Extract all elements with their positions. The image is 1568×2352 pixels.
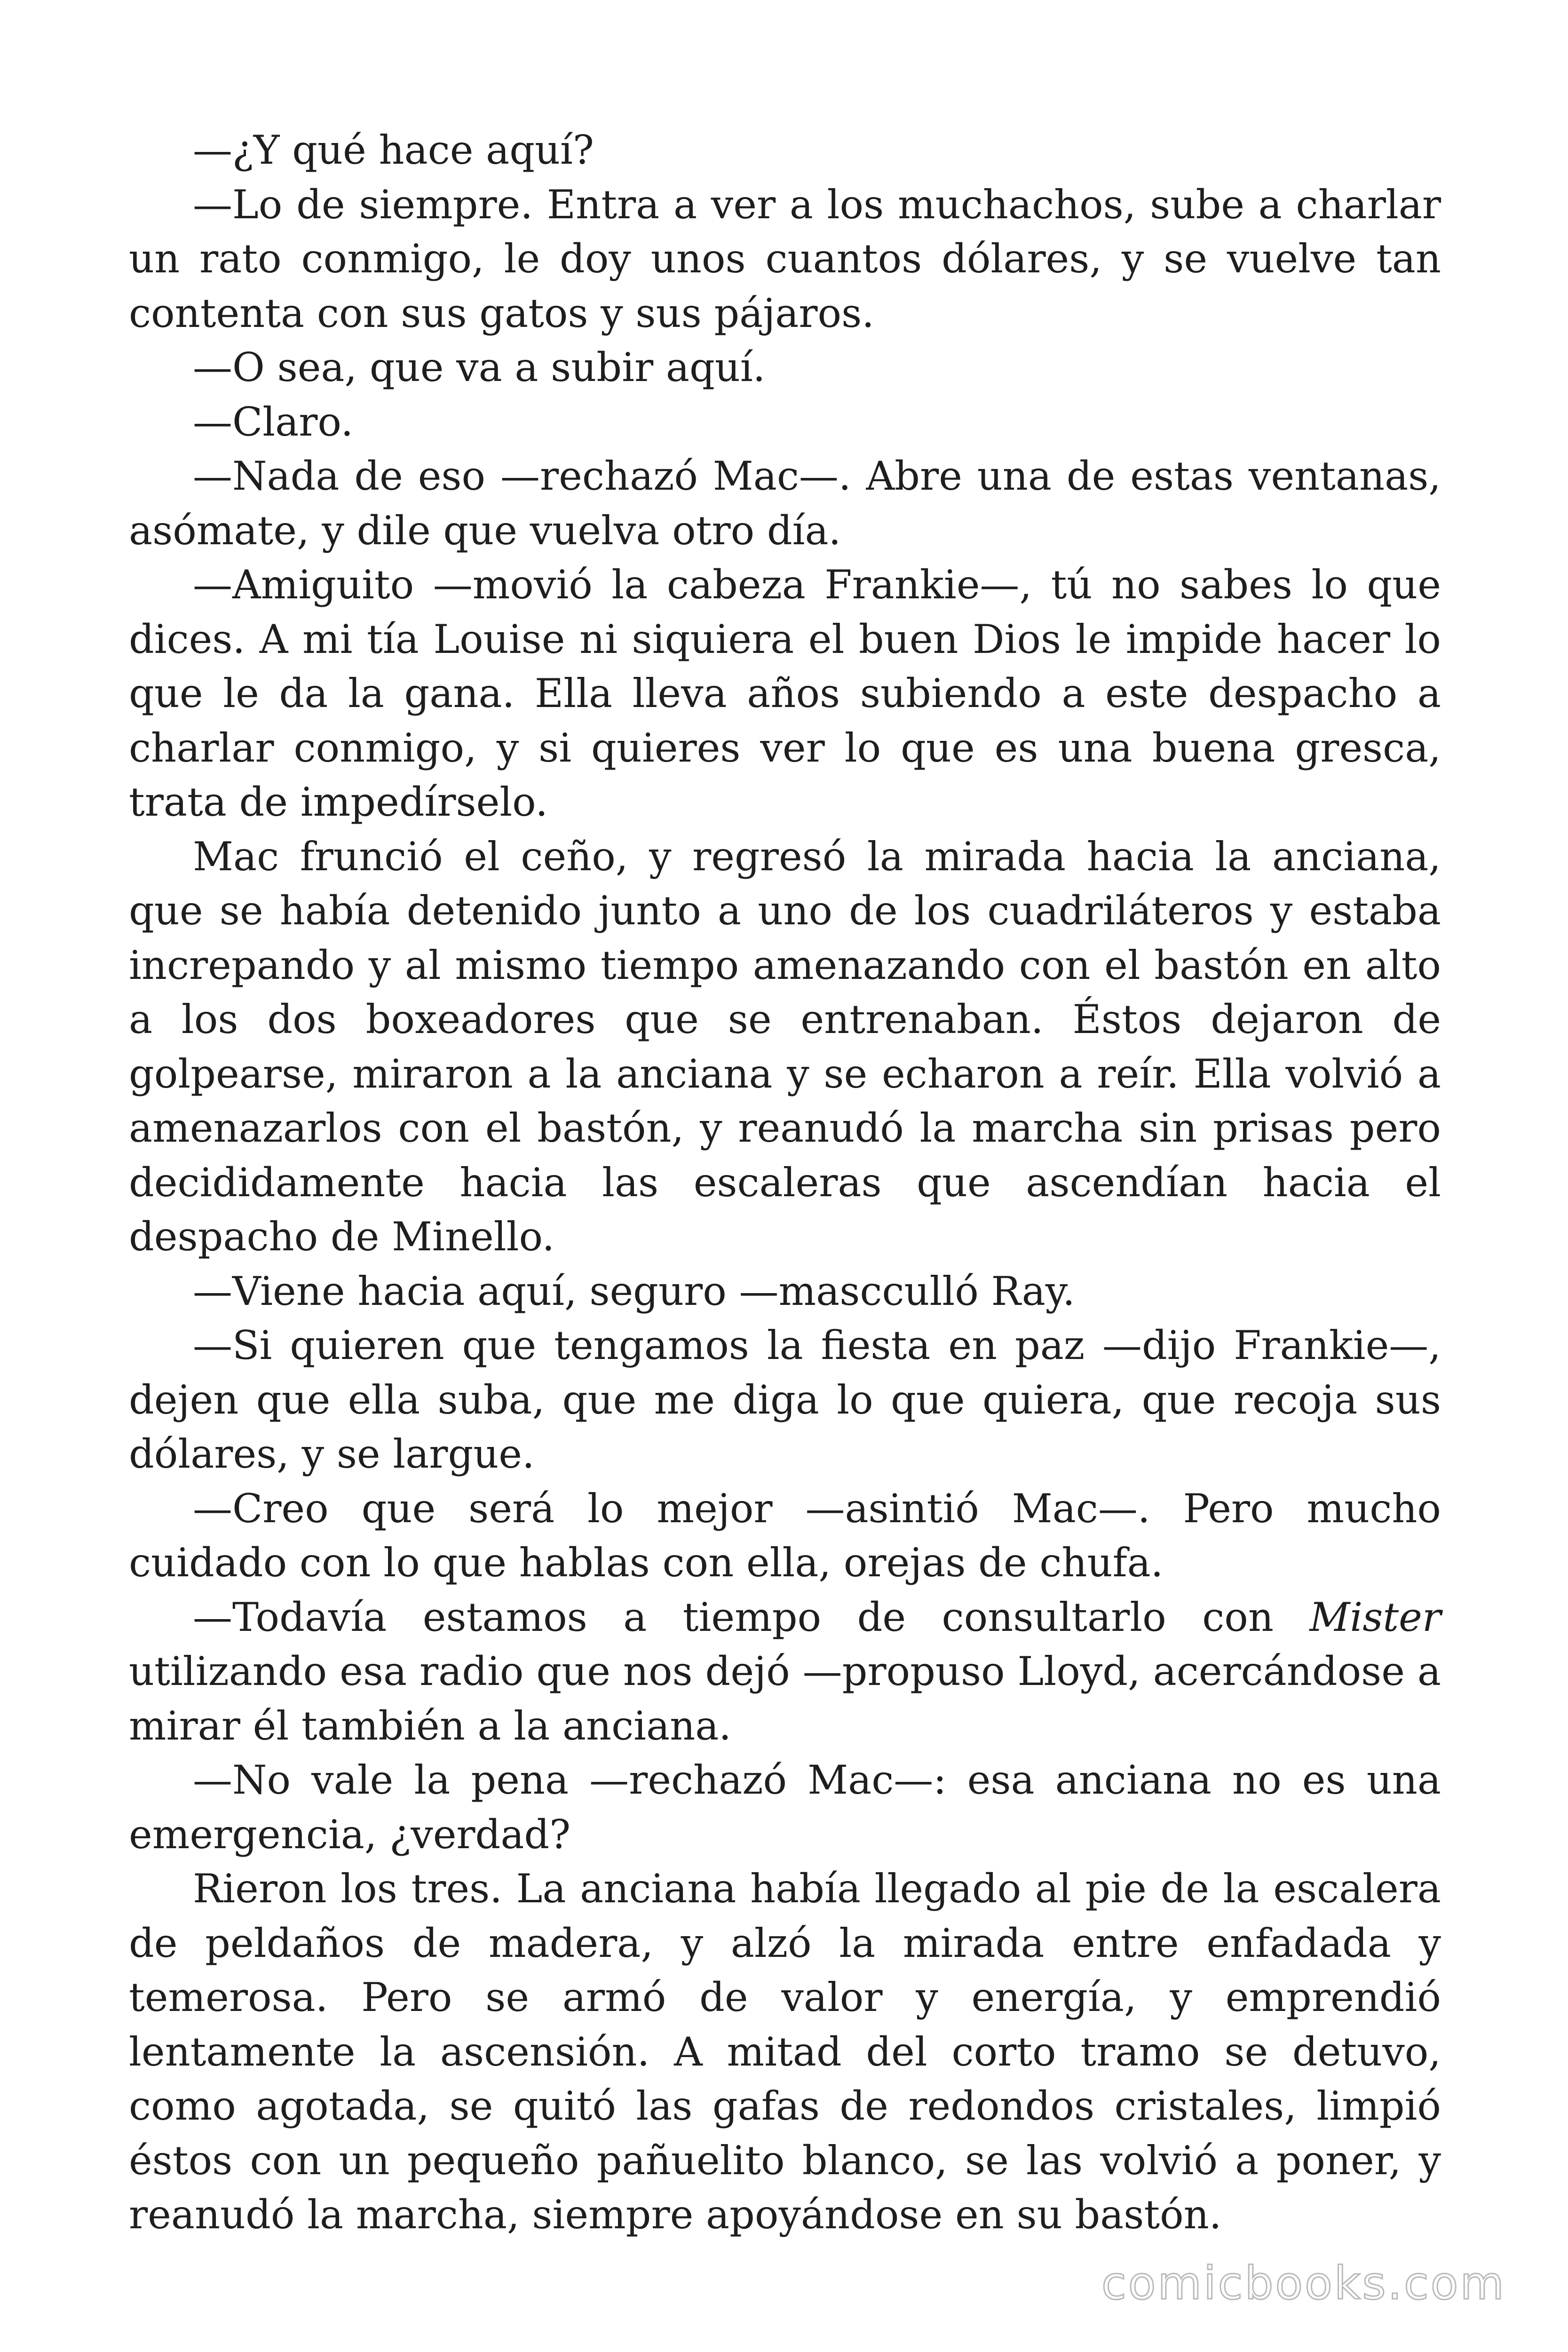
paragraph-2: —Lo de siempre. Entra a ver a los muchachos, sube a charlar un rato conmigo, le doy unos cuantos dólares, y se vuelve tan contenta con sus gatos y sus pájaros. (129, 181, 1441, 336)
watermark-logo: comicbooks.com (1101, 2257, 1506, 2310)
paragraph-7: Mac frunció el ceño, y regresó la mirada hacia la anciana, que se había detenido junto a uno de los cuadriláteros y estaba increpando y al mismo tiempo amenazando con el bastón en alto a los dos boxeadores que se entrenaban. Éstos dejaron de golpearse, miraron a la anciana y se echaron a reír. Ella volvió a amenazarlos con el bastón, y reanudó la marcha sin prisas pero decididamente hacia las escaleras que ascendían hacia el despacho de Minello. (129, 833, 1441, 1260)
paragraph-6: —Amiguito —movió la cabeza Frankie—, tú no sabes lo que dices. A mi tía Louise ni siquiera el buen Dios le impide hacer lo que le da la gana. Ella lleva años subiendo a este despacho a charlar conmigo, y si quieres ver lo que es una buena gresca, trata de impedírselo. (129, 562, 1441, 825)
paragraph-9: —Si quieren que tengamos la fiesta en paz —dijo Frankie—, dejen que ella suba, que me diga lo que quiera, que recoja sus dólares, y se largue. (129, 1322, 1441, 1477)
paragraph-3: —O sea, que va a subir aquí. (193, 344, 766, 390)
paragraph-11 (129, 1590, 1441, 1754)
paragraph-11-start: —Todavía estamos a tiempo de consultarlo con (193, 1594, 1310, 1640)
paragraph-5: —Nada de eso —rechazó Mac—. Abre una de estas ventanas, asómate, y dile que vuelva otro día. (129, 453, 1441, 554)
italic-mister: Mister (1309, 1594, 1441, 1640)
page-text (129, 123, 1441, 2242)
paragraph-1: —¿Y qué hace aquí? (193, 127, 594, 173)
paragraph-11-end: utilizando esa radio que nos dejó —propuso Lloyd, acercándose a mirar él también a la anciana. (129, 1648, 1441, 1749)
paragraph-4: —Claro. (193, 398, 354, 445)
paragraph-13: Rieron los tres. La anciana había llegado al pie de la escalera de peldaños de madera, y alzó la mirada entre enfadada y temerosa. Pero se armó de valor y energía, y emprendió lentamente la ascensión. A mitad del corto tramo se detuvo, como agotada, se quitó las gafas de redondos cristales, limpió éstos con un pequeño pañuelito blanco, se las volvió a poner, y reanudó la marcha, siempre apoyándose en su bastón. (129, 1866, 1441, 2238)
paragraph-10: —Creo que será lo mejor —asintió Mac—. Pero mucho cuidado con lo que hablas con ella, orejas de chufa. (129, 1485, 1441, 1586)
paragraph-8: —Viene hacia aquí, seguro —mascculló Ray. (193, 1268, 1075, 1314)
paragraph-12: —No vale la pena —rechazó Mac—: esa anciana no es una emergencia, ¿verdad? (129, 1757, 1441, 1858)
